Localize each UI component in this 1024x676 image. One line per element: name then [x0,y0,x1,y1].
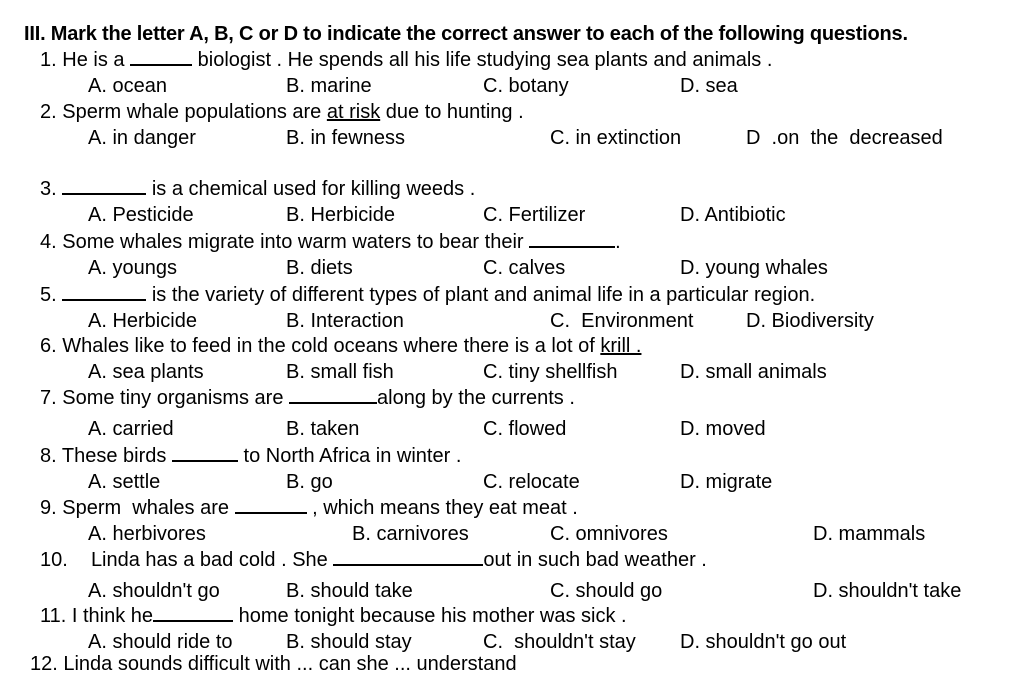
question-9 [40,496,578,520]
question-text: These birds [61,445,167,467]
option-a: A. in danger [88,127,196,149]
question-number: 4. [40,231,57,253]
underlined-phrase: krill . [600,335,642,357]
option-a: A. herbivores [88,523,206,545]
question-number: 2. [40,101,57,123]
option-c: C. botany [483,75,569,97]
question-number: 10. [40,549,68,571]
option-b: B. Interaction [286,310,404,332]
question-text: due to hunting . [385,101,524,123]
option-a: A. sea plants [88,361,204,383]
option-b: B. go [286,471,333,493]
question-text: is the variety of different types of plant and animal life in a particular region. [151,284,816,306]
option-a: A. ocean [88,75,167,97]
option-a: A. Herbicide [88,310,197,332]
option-b: B. should stay [286,631,412,653]
underlined-phrase: at risk [326,101,381,123]
option-a: A. shouldn't go [88,580,220,602]
answer-blank [130,49,192,66]
option-c: C. Fertilizer [483,204,586,226]
option-a: A. Pesticide [88,204,194,226]
option-c: C. tiny shellfish [483,361,618,383]
question-number: 1. [40,49,57,71]
question-text: Sperm whales are [62,497,229,519]
option-d: D. migrate [680,471,773,493]
option-c: C. flowed [483,418,567,440]
option-b: B. should take [286,580,413,602]
option-c: C. shouldn't stay [483,631,636,653]
option-a: A. youngs [88,257,177,279]
question-text: out in such bad weather . [483,549,707,571]
question-text: to North Africa in winter . [243,445,462,467]
question-3 [40,177,475,201]
question-number: 3. [40,178,57,200]
option-d: D .on the decreased [746,127,943,149]
answer-blank [172,445,238,462]
option-b: B. small fish [286,361,394,383]
question-text: Whales like to feed in the cold oceans where there is a lot of [62,335,595,357]
option-b: B. diets [286,257,353,279]
option-b: B. taken [286,418,360,440]
option-d: D. moved [680,418,766,440]
question-number: 8. [40,445,57,467]
question-8 [40,444,461,468]
question-1 [40,48,772,72]
question-10 [40,548,707,572]
option-c: C. calves [483,257,566,279]
question-number: 11. [40,605,67,627]
question-text: Some whales migrate into warm waters to bear their [62,231,524,253]
question-text: along by the currents . [377,387,575,409]
option-d: D. small animals [680,361,827,383]
answer-blank [153,605,233,622]
question-number: 6. [40,335,57,357]
question-text: . [615,231,621,253]
option-c: C. should go [550,580,663,602]
question-11 [40,604,627,628]
question-number: 7. [40,387,57,409]
option-d: D. shouldn't take [813,580,962,602]
answer-blank [62,284,146,301]
option-d: D. mammals [813,523,926,545]
section-title: III. Mark the letter A, B, C or D to indicate the correct answer to each of the following questions. [24,23,908,45]
option-a: A. settle [88,471,161,493]
question-text: home tonight because his mother was sick . [238,605,627,627]
question-number: 9. [40,497,57,519]
option-d: D. Biodiversity [746,310,874,332]
answer-blank [529,231,615,248]
option-b: B. carnivores [352,523,469,545]
option-a: A. carried [88,418,174,440]
question-text: , which means they eat meat . [312,497,578,519]
option-c: C. in extinction [550,127,682,149]
option-d: D. sea [680,75,738,97]
answer-blank [333,549,483,566]
option-d: D. young whales [680,257,828,279]
question-2 [40,100,524,124]
question-text: biologist . He spends all his life studying sea plants and animals . [197,49,773,71]
question-number: 5. [40,284,57,306]
question-text: Some tiny organisms are [62,387,284,409]
question-7 [40,386,575,410]
option-d: D. Antibiotic [680,204,786,226]
option-c: C. Environment [550,310,694,332]
question-6 [40,334,641,358]
question-text: Linda has a bad cold . She [90,549,328,571]
question-4 [40,230,621,254]
question-text: He is a [62,49,125,71]
option-b: B. marine [286,75,372,97]
option-c: C. omnivores [550,523,668,545]
question-text: is a chemical used for killing weeds . [151,178,476,200]
question-5 [40,283,815,307]
answer-blank [62,178,146,195]
answer-blank [235,497,307,514]
option-d: D. shouldn't go out [680,631,847,653]
question-text: I think he [71,605,154,627]
option-a: A. should ride to [88,631,233,653]
option-c: C. relocate [483,471,580,493]
question-text: Sperm whale populations are [62,101,322,123]
answer-blank [289,387,377,404]
cutoff-question-12: 12. Linda sounds difficult with ... can she ... understand [30,653,517,675]
option-b: B. Herbicide [286,204,395,226]
option-b: B. in fewness [286,127,405,149]
